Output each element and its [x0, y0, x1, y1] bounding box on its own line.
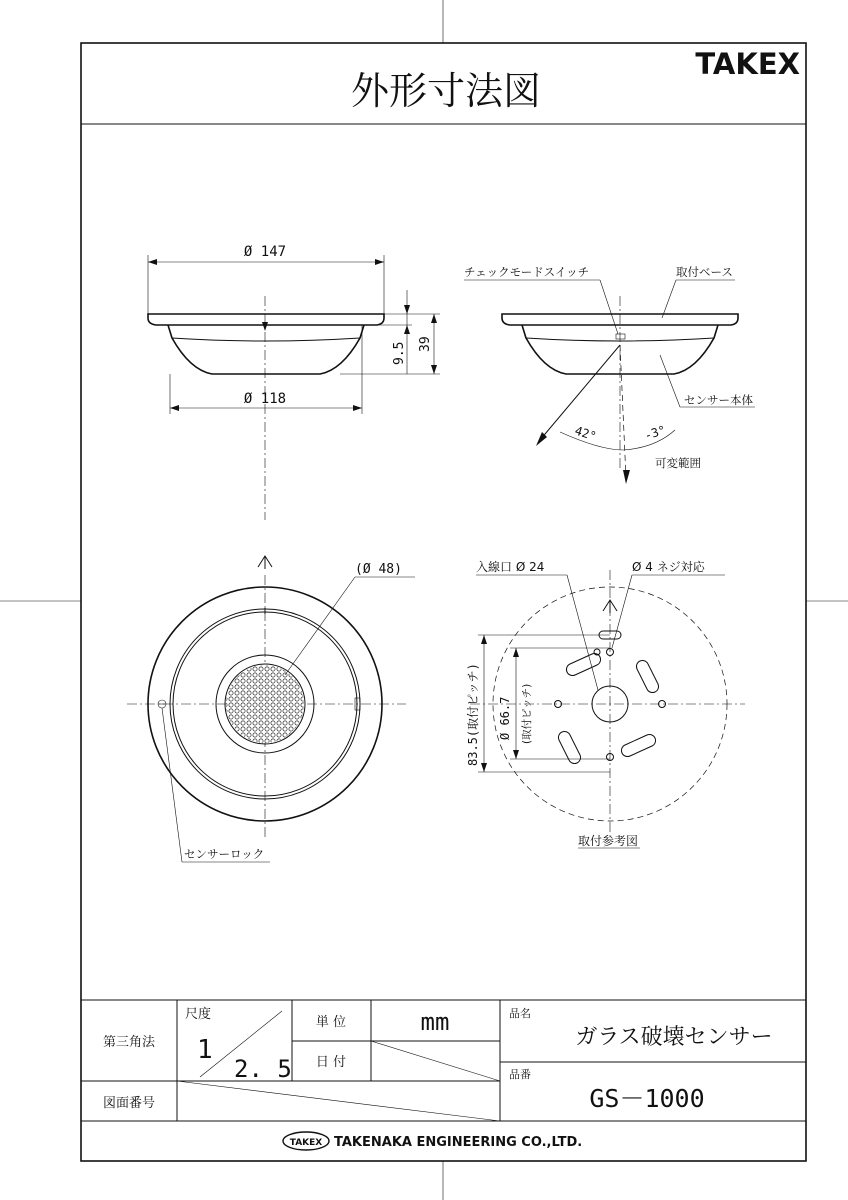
caption-mounting-reference: 取付参考図 — [578, 834, 639, 848]
company-name: TAKENAKA ENGINEERING CO.,LTD. — [334, 1135, 583, 1150]
dim-mic-diameter-48: (Ø 48) — [355, 562, 402, 577]
dim-diameter-118: Ø 118 — [243, 391, 287, 407]
product-name-label: 品名 — [509, 1007, 531, 1020]
dim-pitch-66-7: Ø 66.7 — [498, 696, 512, 740]
product-number: GS－1000 — [589, 1084, 705, 1113]
sheet-frame — [81, 43, 806, 1161]
side-view-right — [464, 280, 755, 484]
front-view — [127, 556, 415, 862]
label-cable-entry: 入線口 Ø 24 — [476, 560, 545, 574]
label-sensor-body: センサー本体 — [684, 393, 753, 407]
dim-height-39: 39 — [418, 336, 433, 352]
label-sensor-lock: センサーロック — [184, 847, 265, 861]
unit-label: 単 位 — [315, 1015, 347, 1030]
product-name: ガラス破壊センサー — [575, 1025, 773, 1050]
product-number-label: 品番 — [509, 1068, 531, 1081]
unit-value: mm — [420, 1008, 450, 1036]
dim-pitch-note: (取付ピッチ) — [521, 683, 533, 744]
date-label: 日 付 — [315, 1055, 347, 1070]
projection-method: 第三角法 — [102, 1035, 156, 1050]
label-mounting-base: 取付ベース — [676, 265, 733, 279]
side-view-left — [148, 255, 440, 520]
dim-pitch-83-5: 83.5(取付ピッチ) — [466, 663, 480, 766]
brand-logo: TAKEX — [695, 47, 800, 81]
dim-diameter-147: Ø 147 — [243, 244, 287, 260]
angle-minus-3: -3° — [642, 422, 668, 443]
label-screw-hole: Ø 4 ネジ対応 — [632, 560, 705, 574]
label-check-mode-switch: チェックモードスイッチ — [464, 265, 590, 279]
angle-42: 42° — [573, 423, 599, 444]
scale-numerator: 1 — [197, 1035, 213, 1065]
scale-denominator: 2. 5 — [234, 1055, 292, 1083]
drawing-number-label: 図面番号 — [102, 1096, 156, 1111]
dim-height-9-5: 9.5 — [392, 341, 407, 365]
scale-label: 尺度 — [185, 1007, 212, 1022]
label-variable-range: 可変範囲 — [655, 456, 701, 470]
page-title: 外形寸法図 — [350, 69, 542, 113]
company-badge: TAKEX — [289, 1138, 323, 1148]
